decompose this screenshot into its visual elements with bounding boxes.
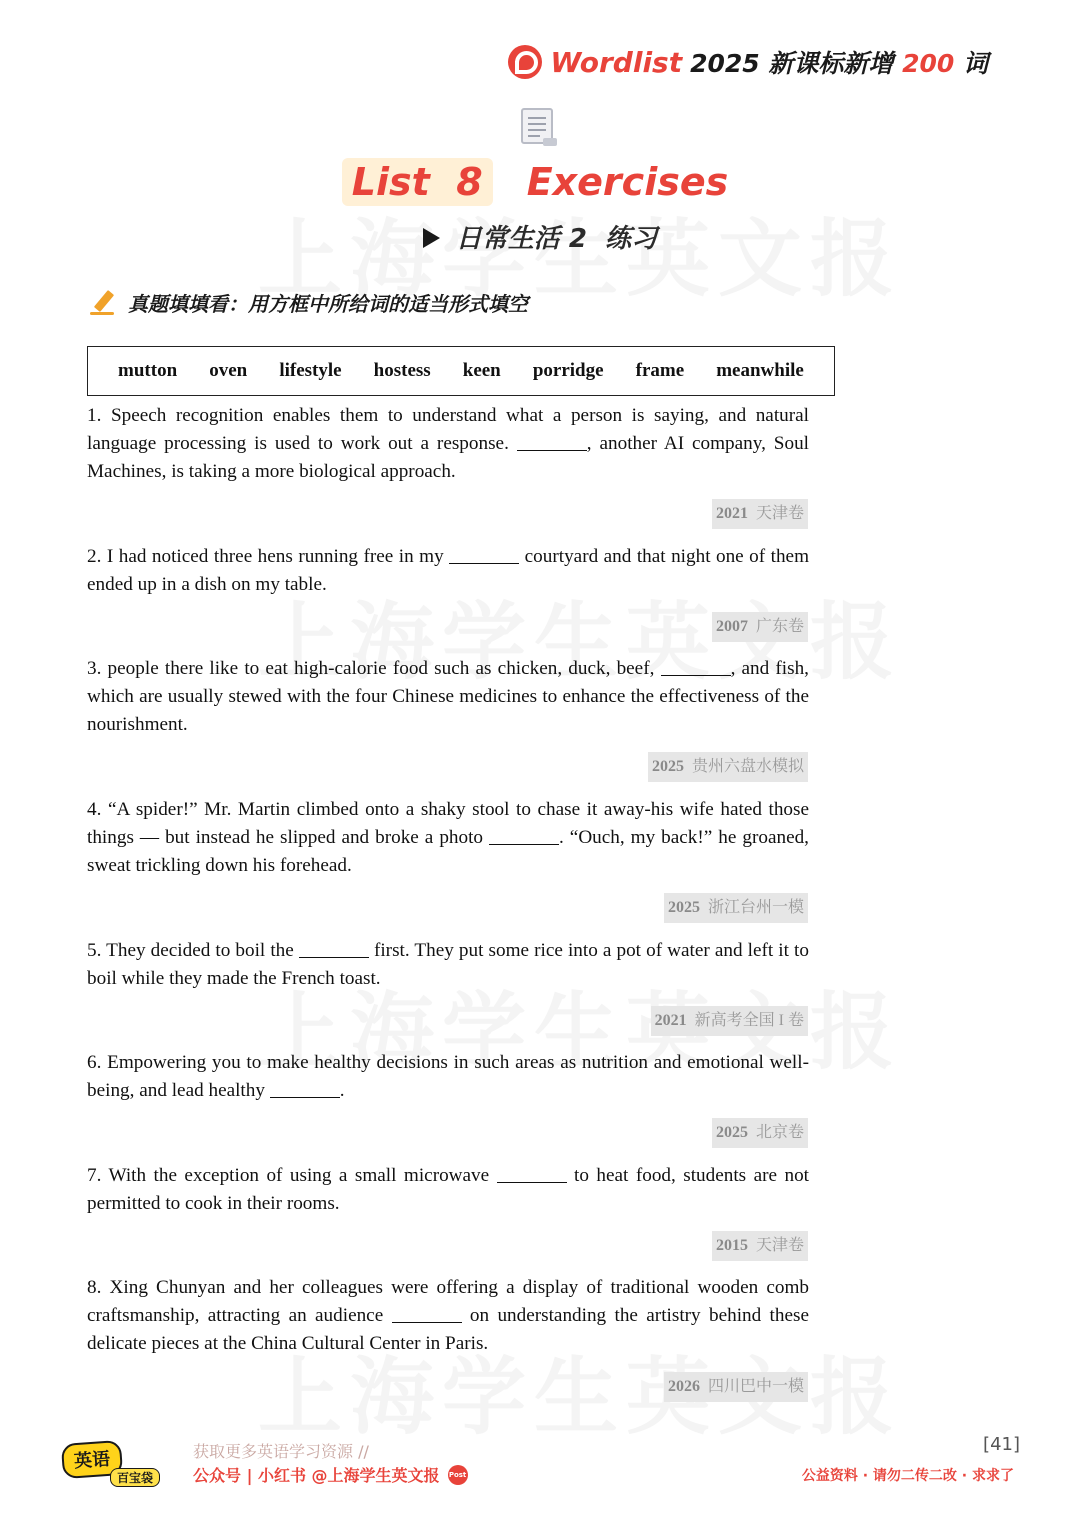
footer-note: 公益资料 · 请勿二传二改 · 求求了 [801, 1468, 1014, 1484]
question-source: 2021 天津卷 [712, 499, 808, 529]
brand-header [508, 44, 988, 80]
answer-blank[interactable] [299, 938, 369, 958]
question-3: 3. people there like to eat high-calorie food such as chicken, duck, beef, , and fish, which are usually stewed with the four Chinese medicines to enhance the effectiveness of the nourishment. [87, 658, 809, 735]
answer-blank[interactable] [489, 825, 559, 845]
word-box-item: oven [209, 360, 248, 381]
question-source: 2025 北京卷 [712, 1118, 808, 1148]
post-logo-icon: Post [448, 1465, 468, 1485]
answer-blank[interactable] [270, 1078, 340, 1098]
question-2: 2. I had noticed three hens running free in my courtyard and that night one of them ended up in a dish on my table. [87, 546, 810, 595]
word-box [87, 346, 835, 396]
question-8: 8. Xing Chunyan and her colleagues were offering a display of traditional wooden comb craftsmanship, attracting an audience on understanding the artistry behind these delicate pieces at the China Cultural Center in Paris. [87, 1277, 809, 1354]
instruction-text: 真题填填看：用方框中所给词的适当形式填空 [128, 292, 528, 316]
pencil-icon [90, 290, 116, 316]
question-5: 5. They decided to boil the first. They put some rice into a pot of water and left it to boil while they made the French toast. [87, 940, 809, 989]
word-box-item: hostess [373, 360, 431, 381]
footer-social-text: 公众号 | 小红书 @上海学生英文报 Post [193, 1466, 467, 1485]
answer-blank[interactable] [449, 544, 519, 564]
answer-blank[interactable] [517, 431, 587, 451]
word-box-item: frame [635, 360, 685, 381]
question-source: 2021 新高考全国 I 卷 [651, 1006, 808, 1036]
document-icon [521, 108, 557, 146]
page-subtitle: 日常生活 2 练习 [0, 218, 1080, 255]
page-title [0, 158, 1080, 206]
answer-blank[interactable] [661, 656, 731, 676]
question-4: 4. “A spider!” Mr. Martin climbed onto a shaky stool to chase it away-his wife hated those things — but instead he slipped and broke a photo . “Ouch, my back!” he groaned, sweat trickling down his forehead. [87, 799, 809, 876]
triangle-icon [423, 228, 440, 248]
instruction [90, 288, 528, 317]
list-number: List 8 [342, 158, 493, 206]
question-source: 2025 浙江台州一模 [664, 893, 808, 923]
page-number: [41] [983, 1434, 1020, 1455]
question-1: 1. Speech recognition enables them to understand what a person is saying, and natural language processing is used to work out a response. , another AI company, Soul Machines, is taking a more biological approach. [87, 405, 809, 482]
exercises-title: Exercises [526, 160, 729, 204]
answer-blank[interactable] [497, 1163, 567, 1183]
word-box-item: meanwhile [716, 360, 804, 381]
brand-subtitle: 2025 新课标新增 200 词 [690, 49, 988, 78]
wordlist-logo-icon [508, 45, 542, 79]
word-box-item: porridge [532, 360, 604, 381]
question-7: 7. With the exception of using a small microwave to heat food, students are not permitted to cook in their rooms. [87, 1165, 809, 1214]
word-box-item: keen [462, 360, 501, 381]
logo-sub: 百宝袋 [110, 1468, 160, 1487]
logo-main: 英语 [61, 1440, 123, 1479]
question-6: 6. Empowering you to make healthy decisions in such areas as nutrition and emotional well-being, and lead healthy . [87, 1052, 809, 1101]
word-box-item: mutton [118, 360, 178, 381]
question-source: 2025 贵州六盘水模拟 [648, 752, 808, 782]
footer-resource-text: 获取更多英语学习资源 // [193, 1442, 369, 1461]
question-source: 2015 天津卷 [712, 1231, 808, 1261]
question-source: 2026 四川巴中一模 [664, 1372, 808, 1402]
footer-logo [52, 1438, 172, 1488]
answer-blank[interactable] [392, 1303, 462, 1323]
question-source: 2007 广东卷 [712, 612, 808, 642]
brand-name: Wordlist [550, 45, 683, 79]
word-box-item: lifestyle [279, 360, 342, 381]
